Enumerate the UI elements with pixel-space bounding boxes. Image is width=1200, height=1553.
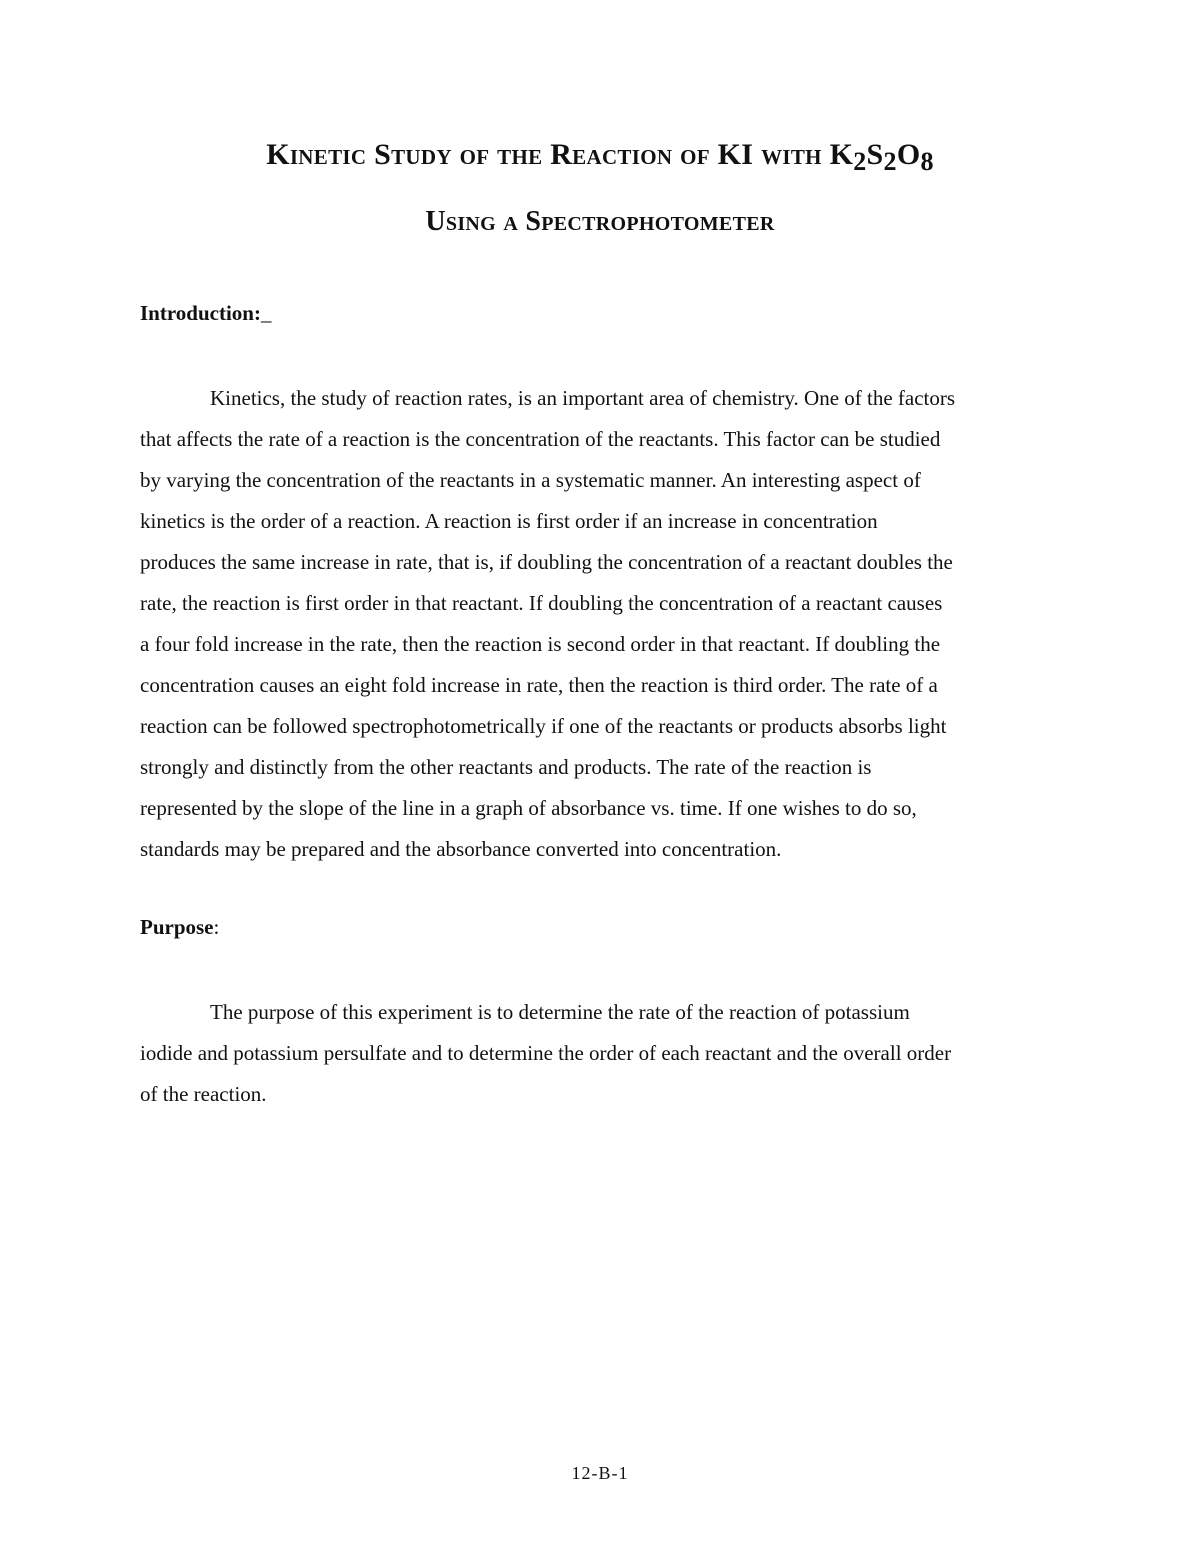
paragraph-line: iodide and potassium persulfate and to determine the order of each reactant and the overall order [140, 1041, 952, 1065]
document-title-line-1 [0, 138, 1200, 176]
purpose-paragraph [140, 992, 1060, 1115]
page-number: 12-B-1 [571, 1463, 629, 1483]
introduction-paragraph [140, 378, 1060, 870]
paragraph-line: by varying the concentration of the reactants in a systematic manner. An interesting aspect of [140, 468, 921, 492]
introduction-heading-tail: _ [260, 301, 272, 325]
formula-element-s: S [866, 138, 884, 171]
paragraph-line: produces the same increase in rate, that is, if doubling the concentration of a reactant doubles the [140, 550, 953, 574]
paragraph-line: concentration causes an eight fold increase in rate, then the reaction is third order. The rate of a [140, 673, 938, 697]
paragraph-line: of the reaction. [140, 1082, 267, 1106]
paragraph-line: reaction can be followed spectrophotometrically if one of the reactants or products absorbs light [140, 714, 947, 738]
paragraph-line: The purpose of this experiment is to determine the rate of the reaction of potassium [210, 1000, 910, 1024]
paragraph-line: kinetics is the order of a reaction. A reaction is first order if an increase in concentration [140, 509, 878, 533]
paragraph-line: standards may be prepared and the absorbance converted into concentration. [140, 837, 782, 861]
chemical-formula [829, 138, 934, 176]
paragraph-line: strongly and distinctly from the other reactants and products. The rate of the reaction is [140, 755, 872, 779]
formula-subscript: 2 [853, 147, 867, 176]
introduction-heading-text: Introduction: [140, 301, 261, 325]
paragraph-line: a four fold increase in the rate, then the reaction is second order in that reactant. If doubling the [140, 632, 941, 656]
paragraph-line: represented by the slope of the line in a graph of absorbance vs. time. If one wishes to do so, [140, 796, 917, 820]
document-title-line-2: Using a Spectrophotometer [425, 206, 775, 237]
purpose-heading-tail: : [213, 915, 220, 939]
formula-element-k: K [829, 138, 854, 171]
paragraph-line: Kinetics, the study of reaction rates, is an important area of chemistry. One of the factors [210, 386, 956, 410]
formula-element-o: O [896, 138, 921, 171]
paragraph-line: rate, the reaction is first order in that reactant. If doubling the concentration of a reactant causes [140, 591, 943, 615]
purpose-heading [140, 915, 219, 940]
formula-subscript: 8 [920, 147, 934, 176]
formula-subscript: 2 [883, 147, 897, 176]
purpose-heading-text: Purpose [140, 915, 214, 939]
title-text: Kinetic Study of the Reaction of KI with [266, 138, 830, 171]
introduction-heading [140, 301, 271, 326]
paragraph-line: that affects the rate of a reaction is the concentration of the reactants. This factor can be studied [140, 427, 941, 451]
